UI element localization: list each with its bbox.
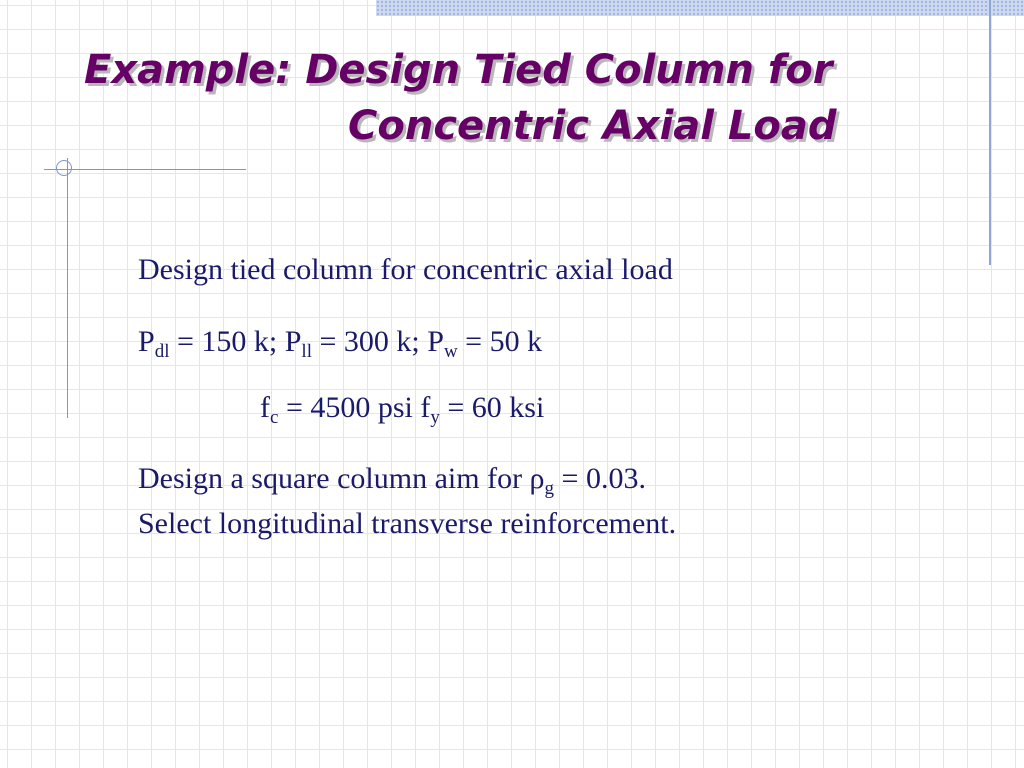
body-line-reinforcement: Select longitudinal transverse reinforcement.: [138, 507, 677, 540]
fc-symbol: f: [260, 391, 270, 424]
load-dead-value: = 150 k; P: [169, 325, 302, 358]
load-wind-value: = 50 k: [457, 325, 543, 358]
corner-circle-ornament: [56, 160, 72, 176]
fy-subscript: y: [430, 407, 440, 428]
load-live-subscript: ll: [301, 341, 312, 362]
left-decorative-line: [67, 158, 68, 418]
body-line-rho: [138, 456, 998, 502]
top-decorative-band: [376, 0, 1024, 16]
title-line-2: Concentric Axial Load: [348, 103, 837, 149]
load-wind-subscript: w: [443, 341, 458, 362]
title-underline: [44, 169, 246, 170]
load-dead-symbol: P: [138, 325, 155, 358]
slide-title: [0, 42, 1024, 154]
fc-subscript: c: [270, 407, 279, 428]
fc-value: = 4500 psi f: [278, 391, 431, 424]
rho-value: = 0.03.: [554, 462, 646, 495]
slide-body: [138, 248, 998, 546]
body-line-loads: [138, 322, 998, 362]
rho-subscript: g: [544, 478, 555, 499]
body-line-materials: [138, 388, 998, 428]
title-line-1: Example: Design Tied Column for: [84, 47, 833, 93]
rho-text: Design a square column aim for ρ: [138, 462, 545, 495]
fy-value: = 60 ksi: [439, 391, 545, 424]
body-line-intro: Design tied column for concentric axial load: [138, 253, 673, 286]
load-dead-subscript: dl: [154, 341, 170, 362]
load-live-value: = 300 k; P: [311, 325, 444, 358]
